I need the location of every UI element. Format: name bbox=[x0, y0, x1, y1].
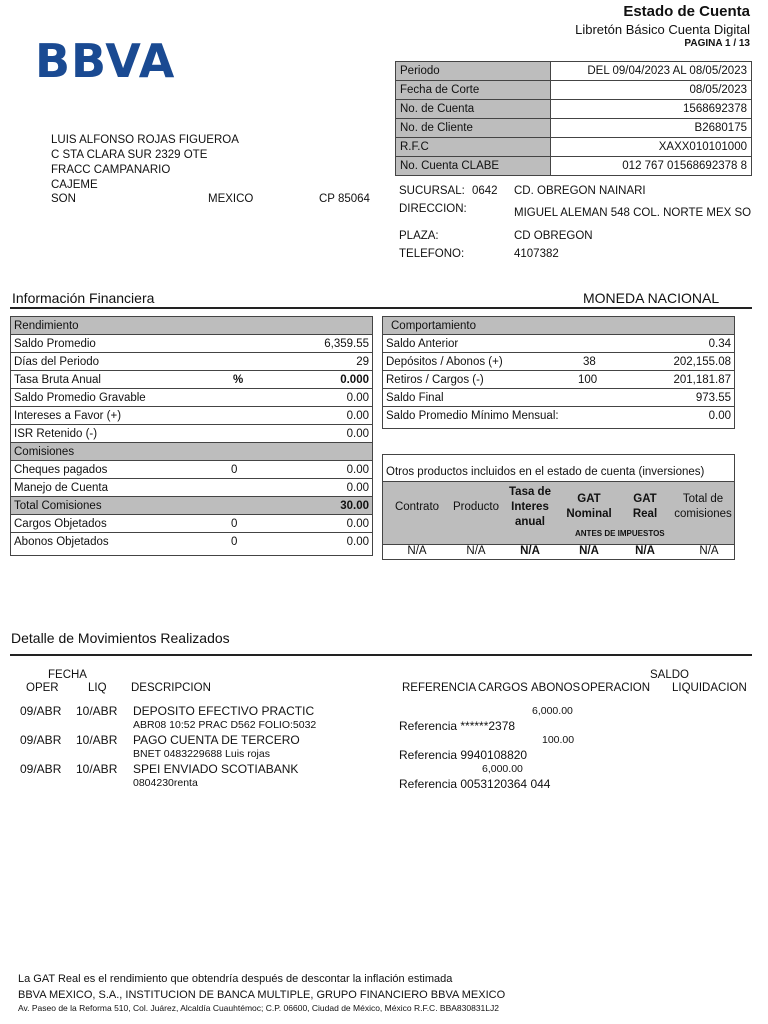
col-label: Producto bbox=[452, 500, 500, 513]
movement-abono: 6,000.00 bbox=[532, 705, 573, 717]
row-label: Tasa Bruta Anual bbox=[14, 374, 101, 386]
row-label: Depósitos / Abonos (+) bbox=[386, 356, 503, 368]
row-value: 0.00 bbox=[346, 392, 369, 404]
row-label: Retiros / Cargos (-) bbox=[386, 374, 484, 386]
col-gat-real bbox=[625, 482, 665, 532]
header-abonos: ABONOS bbox=[531, 682, 581, 694]
currency-label: MONEDA NACIONAL bbox=[583, 290, 720, 306]
value-gat-nominal: N/A bbox=[579, 545, 599, 557]
table-row bbox=[11, 515, 372, 533]
client-address bbox=[51, 133, 239, 193]
page-indicator: PAGINA 1 / 13 bbox=[684, 38, 750, 49]
movement-reference: Referencia ******2378 bbox=[399, 719, 516, 733]
row-label: Saldo Anterior bbox=[386, 338, 459, 350]
row-value: 30.00 bbox=[340, 500, 369, 512]
section-divider bbox=[10, 654, 752, 656]
row-value: 0.000 bbox=[340, 374, 369, 386]
account-value: B2680175 bbox=[551, 119, 752, 138]
table-row bbox=[383, 389, 734, 407]
account-label: No. de Cuenta bbox=[396, 100, 551, 119]
plaza-value: CD OBREGON bbox=[514, 230, 593, 242]
table-row bbox=[383, 407, 734, 425]
row-label: Saldo Promedio bbox=[14, 338, 96, 350]
row-value: 29 bbox=[356, 356, 369, 368]
table-row bbox=[11, 407, 372, 425]
movement-oper-date: 09/ABR bbox=[20, 733, 62, 747]
row-value: 0.00 bbox=[346, 410, 369, 422]
row-label: Intereses a Favor (+) bbox=[14, 410, 122, 422]
movement-detail: ABR08 10:52 PRAC D562 FOLIO:5032 bbox=[133, 719, 317, 731]
row-count: 38 bbox=[583, 356, 596, 368]
row-value: 0.34 bbox=[708, 338, 731, 350]
row-value: 0.00 bbox=[708, 410, 731, 422]
direccion-value: MIGUEL ALEMAN 548 COL. NORTE MEX SO bbox=[514, 207, 752, 219]
col-label-line: Tasa de bbox=[509, 485, 551, 498]
header-liq: LIQ bbox=[88, 682, 107, 694]
inversiones-header bbox=[383, 481, 734, 545]
bbva-logo: BBVA bbox=[35, 34, 176, 88]
movement-description: SPEI ENVIADO SCOTIABANK bbox=[133, 762, 299, 776]
col-producto bbox=[449, 482, 503, 532]
row-count: 0 bbox=[231, 464, 238, 476]
row-value: 0.00 bbox=[346, 428, 369, 440]
row-value: 6,359.55 bbox=[324, 338, 369, 350]
table-row bbox=[396, 81, 752, 100]
rendimiento-box bbox=[10, 316, 373, 556]
before-taxes-note: ANTES DE IMPUESTOS bbox=[575, 529, 665, 538]
sucursal-code: 0642 bbox=[472, 185, 498, 197]
col-contrato bbox=[389, 482, 445, 532]
inversiones-title: Otros productos incluidos en el estado de cuenta (inversiones) bbox=[386, 466, 705, 478]
movements-title: Detalle de Movimientos Realizados bbox=[11, 630, 230, 646]
client-street: C STA CLARA SUR 2329 OTE bbox=[51, 149, 208, 161]
table-row bbox=[11, 353, 372, 371]
row-label: Cargos Objetados bbox=[14, 518, 107, 530]
movement-oper-date: 09/ABR bbox=[20, 762, 62, 776]
row-label: Manejo de Cuenta bbox=[14, 482, 108, 494]
account-value: 1568692378 bbox=[551, 100, 752, 119]
movement-detail: BNET 0483229688 Luis rojas bbox=[133, 748, 270, 760]
section-divider bbox=[10, 307, 752, 309]
col-tasa bbox=[505, 482, 555, 532]
plaza-label: PLAZA: bbox=[399, 230, 439, 242]
row-value: 0.00 bbox=[346, 536, 369, 548]
table-row bbox=[396, 119, 752, 138]
movement-description: PAGO CUENTA DE TERCERO bbox=[133, 733, 300, 747]
movement-oper-date: 09/ABR bbox=[20, 704, 62, 718]
legal-name: BBVA MEXICO, S.A., INSTITUCION DE BANCA MULTIPLE, GRUPO FINANCIERO BBVA MEXICO bbox=[18, 989, 506, 1001]
value-tasa: N/A bbox=[520, 545, 540, 557]
account-value: 012 767 01568692378 8 bbox=[551, 157, 752, 176]
col-total bbox=[671, 482, 735, 532]
client-country: MEXICO bbox=[208, 193, 254, 205]
table-row bbox=[383, 335, 734, 353]
account-info-table bbox=[395, 61, 752, 176]
movement-liq-date: 10/ABR bbox=[76, 733, 118, 747]
header-fecha: FECHA bbox=[48, 669, 87, 681]
table-row bbox=[396, 157, 752, 176]
account-value: 08/05/2023 bbox=[551, 81, 752, 100]
movement-description: DEPOSITO EFECTIVO PRACTIC bbox=[133, 704, 315, 718]
table-row bbox=[11, 479, 372, 497]
header-saldo: SALDO bbox=[650, 669, 689, 681]
row-label: Saldo Final bbox=[386, 392, 444, 404]
row-unit: % bbox=[233, 374, 244, 386]
comisiones-header bbox=[11, 443, 372, 461]
table-row bbox=[11, 533, 372, 551]
col-label-line: Interes bbox=[511, 500, 549, 513]
statement-title: Estado de Cuenta bbox=[623, 3, 750, 20]
col-label: Contrato bbox=[394, 500, 440, 513]
row-label: Saldo Promedio Gravable bbox=[14, 392, 146, 404]
bank-address: Av. Paseo de la Reforma 510, Col. Juárez, Alcaldía Cuauhtémoc; C.P. 06600, Ciudad de México, México R.F.C. BBA830831LJ2 bbox=[18, 1003, 499, 1013]
account-value: DEL 09/04/2023 AL 08/05/2023 bbox=[551, 62, 752, 81]
telefono-label: TELEFONO: bbox=[399, 248, 465, 260]
value-contrato: N/A bbox=[407, 545, 427, 557]
row-value: 201,181.87 bbox=[673, 374, 731, 386]
comportamiento-box bbox=[382, 316, 735, 429]
table-row bbox=[396, 100, 752, 119]
rendimiento-header-label: Rendimiento bbox=[14, 320, 79, 332]
comportamiento-header-label: Comportamiento bbox=[391, 320, 477, 332]
account-label: No. Cuenta CLABE bbox=[396, 157, 551, 176]
header-operacion: OPERACION bbox=[581, 682, 651, 694]
col-label-line: Real bbox=[632, 508, 658, 520]
client-name: LUIS ALFONSO ROJAS FIGUEROA bbox=[51, 134, 239, 146]
movement-detail: 0804230renta bbox=[133, 777, 198, 789]
header-liquidacion: LIQUIDACION bbox=[672, 682, 747, 694]
table-row bbox=[11, 389, 372, 407]
row-value: 0.00 bbox=[346, 464, 369, 476]
movement-liq-date: 10/ABR bbox=[76, 704, 118, 718]
sucursal-label: SUCURSAL: bbox=[399, 185, 465, 197]
account-value: XAXX010101000 bbox=[551, 138, 752, 157]
account-label: Periodo bbox=[396, 62, 551, 81]
account-label: Fecha de Corte bbox=[396, 81, 551, 100]
movement-reference: Referencia 9940108820 bbox=[399, 748, 528, 762]
value-total: N/A bbox=[699, 545, 719, 557]
direccion-label: DIRECCION: bbox=[399, 203, 467, 215]
inversiones-box bbox=[382, 454, 735, 560]
row-label: Total Comisiones bbox=[14, 500, 102, 512]
header-descripcion: DESCRIPCION bbox=[131, 682, 211, 694]
table-row bbox=[383, 371, 734, 389]
movement-reference: Referencia 0053120364 044 bbox=[399, 777, 551, 791]
gat-note: La GAT Real es el rendimiento que obtendría después de descontar la inflación estimada bbox=[18, 973, 453, 985]
row-value: 202,155.08 bbox=[673, 356, 731, 368]
row-value: 973.55 bbox=[695, 392, 731, 404]
client-state: SON bbox=[51, 193, 76, 205]
header-referencia: REFERENCIA bbox=[402, 682, 477, 694]
row-label: ISR Retenido (-) bbox=[14, 428, 98, 440]
financial-info-title: Información Financiera bbox=[12, 290, 155, 306]
header-oper: OPER bbox=[26, 682, 59, 694]
statement-subtitle: Libretón Básico Cuenta Digital bbox=[575, 22, 750, 37]
col-label-line: Total de bbox=[682, 493, 724, 505]
col-label-line: Nominal bbox=[566, 508, 612, 520]
row-value: 0.00 bbox=[346, 482, 369, 494]
row-count: 100 bbox=[578, 374, 598, 386]
row-label: Cheques pagados bbox=[14, 464, 108, 476]
col-label-line: GAT bbox=[577, 493, 601, 505]
col-label-line: comisiones bbox=[674, 508, 732, 520]
sucursal-name: CD. OBREGON NAINARI bbox=[514, 185, 646, 197]
table-row bbox=[396, 62, 752, 81]
client-neighborhood: FRACC CAMPANARIO bbox=[51, 164, 171, 176]
telefono-value: 4107382 bbox=[514, 248, 559, 260]
movement-abono: 100.00 bbox=[542, 734, 575, 746]
header-cargos: CARGOS bbox=[478, 682, 528, 694]
row-label: Saldo Promedio Mínimo Mensual: bbox=[386, 410, 559, 422]
value-producto: N/A bbox=[466, 545, 486, 557]
row-value: 0.00 bbox=[346, 518, 369, 530]
movement-cargo: 6,000.00 bbox=[482, 763, 523, 775]
table-row bbox=[11, 371, 372, 389]
rendimiento-header bbox=[11, 317, 372, 335]
value-gat-real: N/A bbox=[635, 545, 655, 557]
row-label: Abonos Objetados bbox=[14, 536, 109, 548]
movement-liq-date: 10/ABR bbox=[76, 762, 118, 776]
table-row bbox=[396, 138, 752, 157]
row-count: 0 bbox=[231, 536, 238, 548]
account-label: No. de Cliente bbox=[396, 119, 551, 138]
col-label-line: GAT bbox=[633, 493, 657, 505]
client-cp: CP 85064 bbox=[319, 193, 370, 205]
row-count: 0 bbox=[231, 518, 238, 530]
table-row bbox=[383, 353, 734, 371]
account-label: R.F.C bbox=[396, 138, 551, 157]
col-label-line: anual bbox=[514, 515, 546, 528]
client-city: CAJEME bbox=[51, 179, 98, 191]
comisiones-header-label: Comisiones bbox=[14, 446, 75, 458]
comportamiento-header bbox=[383, 317, 734, 335]
col-gat-nominal bbox=[561, 482, 617, 532]
table-row bbox=[11, 335, 372, 353]
total-comisiones-row bbox=[11, 497, 372, 515]
row-label: Días del Periodo bbox=[14, 356, 100, 368]
table-row bbox=[11, 425, 372, 443]
table-row bbox=[11, 461, 372, 479]
